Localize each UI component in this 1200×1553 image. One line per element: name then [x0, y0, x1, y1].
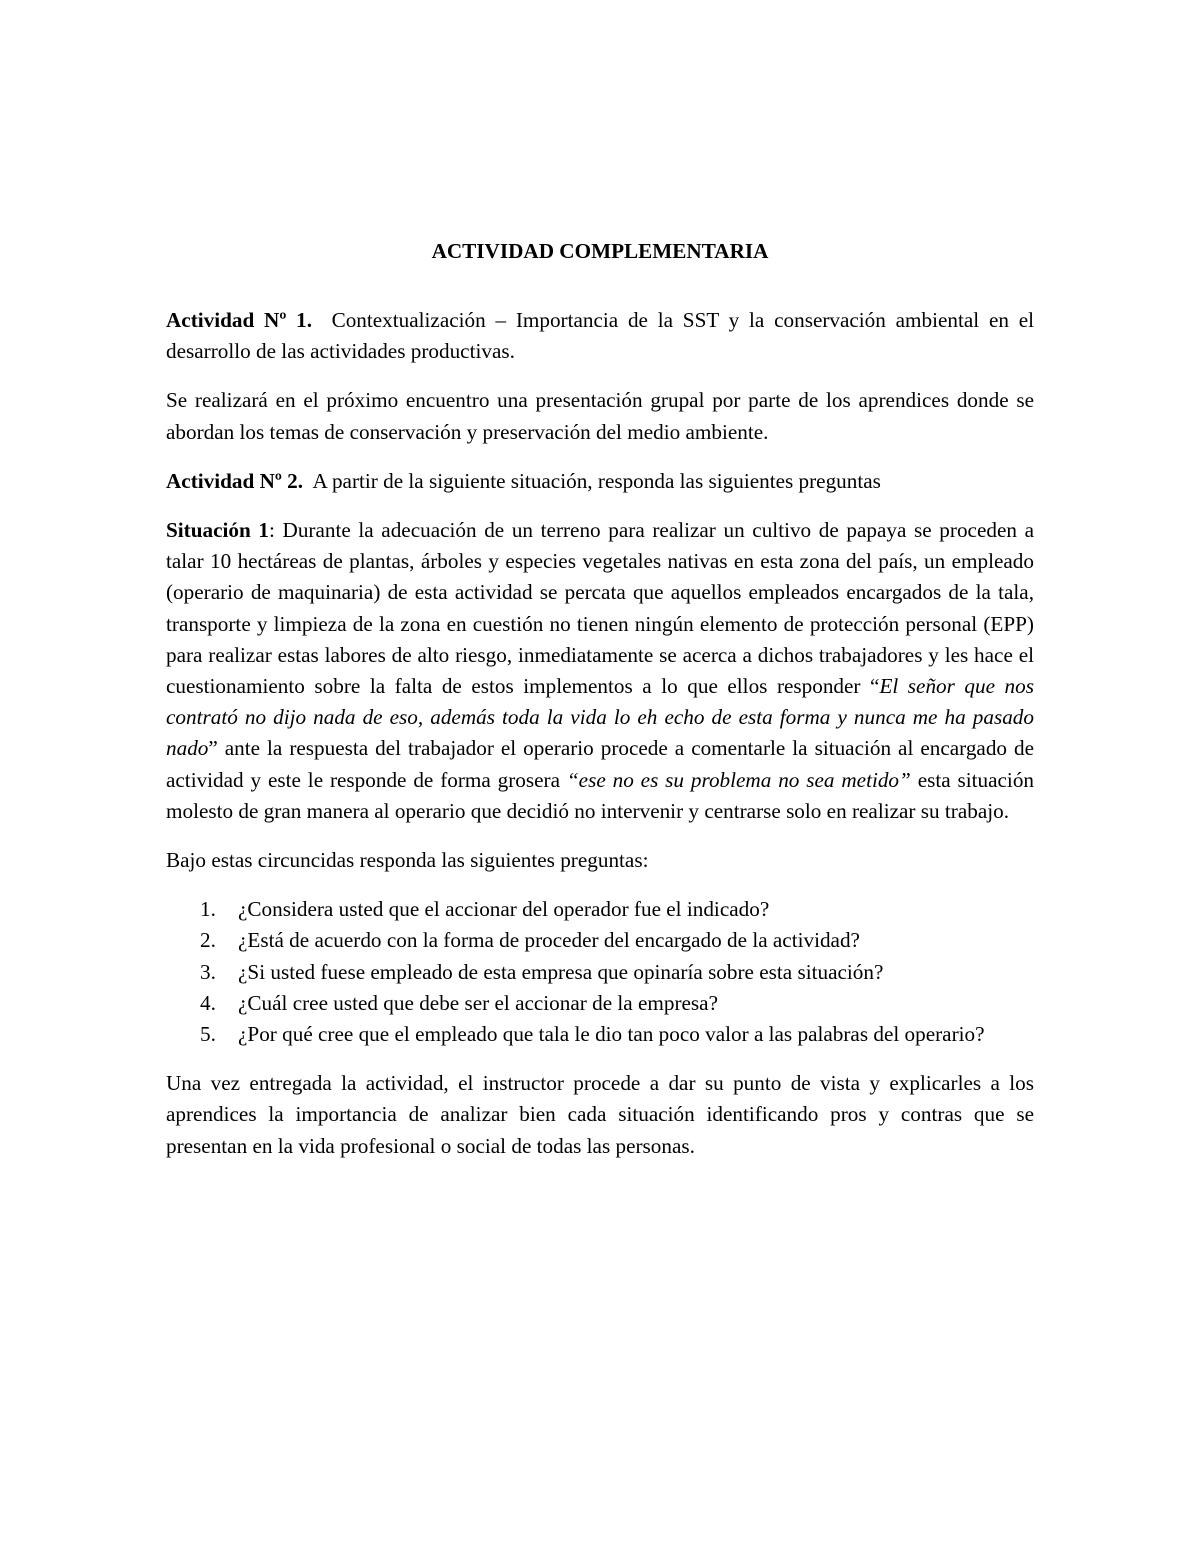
document-title: ACTIVIDAD COMPLEMENTARIA	[431, 239, 769, 263]
list-item	[166, 894, 1034, 925]
cierre-paragraph: Una vez entregada la actividad, el instructor procede a dar su punto de vista y explicarles a los aprendices la importancia de analizar bien cada situación identificando pros y contras que se presentan en la vida profesional o social de todas las personas.	[166, 1071, 1034, 1158]
list-item-number: 1.	[200, 897, 216, 922]
list-item-number: 2.	[200, 928, 216, 953]
situacion-quote-2: “ese no es su problema no sea metido”	[566, 767, 911, 792]
list-item	[166, 957, 1034, 988]
list-item-text: ¿Cuál cree usted que debe ser el accionar de la empresa?	[238, 990, 718, 1015]
situacion-paragraph	[166, 515, 1034, 827]
list-item	[166, 925, 1034, 956]
actividad-2-label: Actividad Nº 2.	[166, 468, 304, 493]
actividad-1-text: Contextualización – Importancia de la SST y la conservación ambiental en el desarrollo de las actividades productivas.	[166, 308, 1035, 364]
situacion-text-3: esta situación molesto de gran manera al operario que decidió no intervenir y centrarse solo en realizar su trabajo.	[166, 767, 1035, 823]
actividad-2-paragraph	[166, 466, 1034, 497]
situacion-text-2: ” ante la respuesta del trabajador el operario procede a comentarle la situación al encargado de actividad y este le responde de forma grosera	[166, 736, 1034, 792]
situacion-label: Situación 1	[166, 518, 269, 543]
list-item-number: 5.	[200, 1022, 216, 1047]
actividad-2-text: A partir de la siguiente situación, responda las siguientes preguntas	[312, 468, 881, 493]
situacion-text-1: : Durante la adecuación de un terreno para realizar un cultivo de papaya se proceden a talar 10 hectáreas de plantas, árboles y especies vegetales nativas en esta zona del país, un empleado (operario de maquinaria) de esta actividad se percata que aquellos empleados encargados de la tala, transporte y limpieza de la zona en cuestión no tienen ningún elemento de protección personal (EPP) para realizar estas labores de alto riesgo, inmediatamente se acerca a dichos trabajadores y les hace el cuestionamiento sobre la falta de estos implementos a lo que ellos responder “	[166, 518, 1034, 699]
actividad-1-label: Actividad Nº 1.	[166, 308, 313, 332]
document-page	[166, 236, 1034, 1180]
preguntas-intro: Bajo estas circuncidas responda las siguientes preguntas:	[166, 848, 649, 873]
preguntas-list	[166, 894, 1034, 1050]
list-item-text: ¿Si usted fuese empleado de esta empresa que opinaría sobre esta situación?	[238, 959, 884, 984]
list-item-text: ¿Por qué cree que el empleado que tala le dio tan poco valor a las palabras del operario?	[238, 1022, 985, 1047]
list-item-text: ¿Está de acuerdo con la forma de proceder del encargado de la actividad?	[238, 928, 860, 953]
list-item	[166, 1019, 1034, 1050]
list-item-text: ¿Considera usted que el accionar del operador fue el indicado?	[238, 897, 770, 922]
list-item-number: 4.	[200, 990, 216, 1015]
list-item	[166, 988, 1034, 1019]
situacion-quote-1: El señor que nos contrató no dijo nada de eso, además toda la vida lo eh echo de esta forma y nunca me ha pasado nado	[166, 674, 1034, 761]
presentacion-paragraph: Se realizará en el próximo encuentro una presentación grupal por parte de los aprendices donde se abordan los temas de conservación y preservación del medio ambiente.	[166, 388, 1034, 444]
actividad-1-paragraph	[166, 305, 1034, 367]
list-item-number: 3.	[200, 959, 216, 984]
